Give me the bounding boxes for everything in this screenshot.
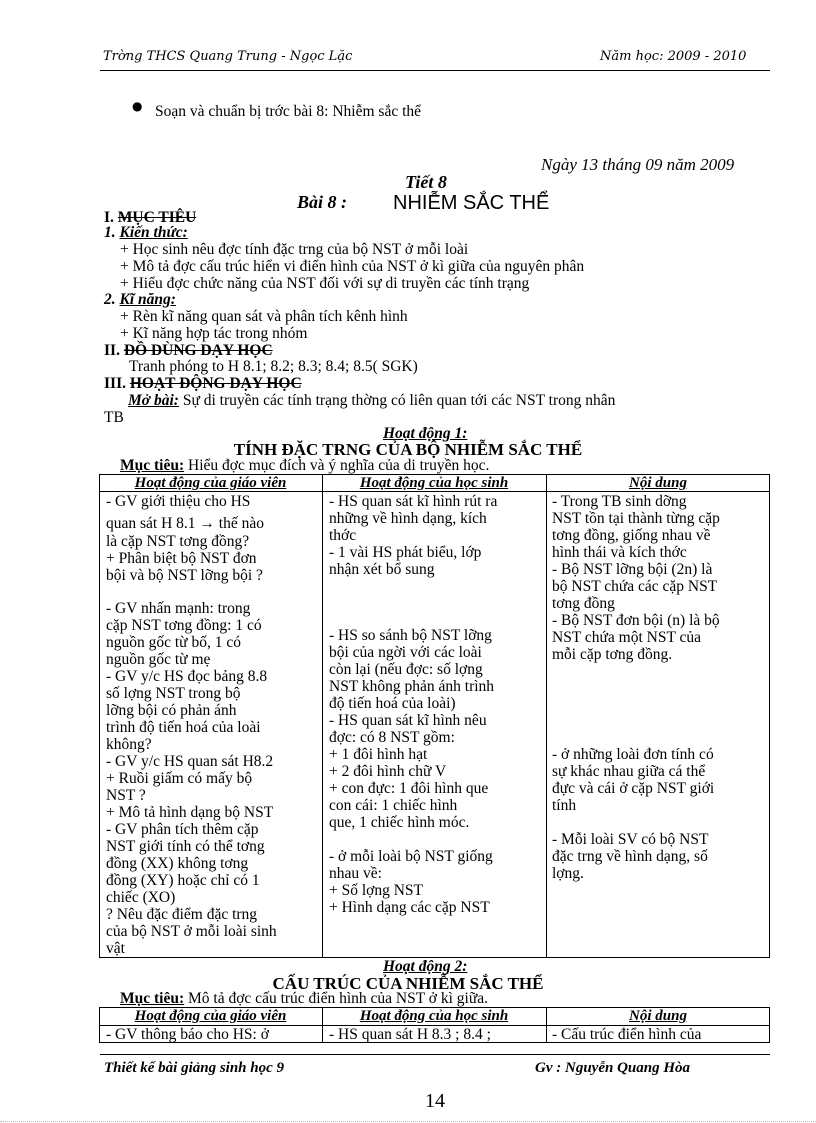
teacher-line: NST giới tính có thể tơng [106, 838, 265, 855]
col-header-teacher: Hoạt động của giáo viên [134, 1008, 287, 1024]
student-line: còn lại (nếu đợc: số lợng [329, 661, 483, 678]
activity2-goal: Mục tiêu: Mô tả đợc cấu trúc điển hình của NST ở kì giữa. [120, 990, 489, 1007]
lesson-number: Tiết 8 [405, 172, 447, 192]
student-line: con cái: 1 chiếc hình [329, 797, 458, 814]
student-line: nhau về: [329, 865, 382, 882]
student-line: + Số lợng NST [329, 882, 424, 899]
teacher-line: + Ruồi giấm có mấy bộ [106, 770, 253, 787]
teacher-line: - GV thông báo cho HS: ở [106, 1026, 269, 1043]
content-line: mỗi cặp tơng đồng. [552, 646, 673, 663]
student-line: những về hình dạng, kích [329, 510, 487, 527]
knowledge-item: + Mô tả đợc cấu trúc hiển vi điển hình của NST ở kì giữa của nguyên phân [120, 258, 585, 275]
activities-heading: III. HOẠT ĐỘNG DẠY HỌC [104, 375, 302, 392]
teacher-line: - GV y/c HS đọc bảng 8.8 [106, 668, 268, 685]
teacher-line: NST ? [106, 787, 146, 804]
intro-line-2: TB [104, 409, 124, 426]
content-line: - Cấu trúc điển hình của [552, 1026, 702, 1043]
materials-text: Tranh phóng to H 8.1; 8.2; 8.3; 8.4; 8.5( SGK) [129, 358, 418, 375]
teacher-line: không? [106, 736, 152, 753]
col-header-content: Nội dung [629, 1008, 687, 1024]
page-number: 14 [425, 1090, 445, 1112]
student-line: - HS quan sát kĩ hình rút ra [329, 493, 498, 510]
activity1-label: Hoạt động 1: [383, 425, 468, 442]
lesson-date: Ngày 13 tháng 09 năm 2009 [541, 155, 735, 174]
teacher-line: nguồn gốc từ mẹ [106, 651, 211, 668]
teacher-line: đồng (XY) hoặc chỉ có 1 [106, 872, 260, 889]
bullet-icon: ● [132, 99, 143, 113]
content-line: bộ NST chứa các cặp NST [552, 578, 718, 595]
bullet-text: Soạn và chuẩn bị trớc bài 8: Nhiễm sắc thể [155, 103, 422, 120]
student-line: - 1 vài HS phát biểu, lớp [329, 544, 482, 561]
content-line: lợng. [552, 865, 584, 882]
student-line: + 1 đôi hình hạt [329, 746, 428, 763]
table-col-rule [322, 474, 323, 958]
student-line: thớc [329, 527, 357, 544]
col-header-content: Nội dung [629, 475, 687, 491]
content-line: tơng đồng, giống nhau về [552, 527, 711, 544]
activity1-goal: Mục tiêu: Hiểu đợc mục đích và ý nghĩa của di truyền học. [120, 457, 490, 474]
activity1-title: TÍNH ĐẶC TRNG CỦA BỘ NHIỄM SẮC THỂ [233, 440, 583, 459]
student-line: bội của ngời với các loài [329, 644, 482, 661]
student-line: đợc: có 8 NST gồm: [329, 729, 455, 746]
teacher-line: + Phân biệt bộ NST đơn [106, 550, 257, 567]
teacher-line: là cặp NST tơng đồng? [106, 533, 250, 550]
teacher-line: vật [106, 940, 125, 957]
content-line: NST chứa một NST của [552, 629, 702, 646]
col-header-student: Hoạt động của học sinh [359, 1008, 509, 1024]
student-line: - HS so sánh bộ NST lỡng [329, 627, 492, 644]
content-line: NST tồn tại thành từng cặp [552, 510, 720, 527]
content-line: đực và cái ở cặp NST giới [552, 780, 715, 797]
header-year: Năm học: 2009 - 2010 [600, 49, 747, 64]
table-col-rule [546, 474, 547, 958]
content-line: - ở những loài đơn tính có [552, 746, 714, 763]
page-edge [0, 1121, 816, 1122]
student-line: + con đực: 1 đôi hình que [329, 780, 489, 797]
content-line: sự khác nhau giữa cá thể [552, 763, 706, 780]
student-line: + 2 đôi hình chữ V [329, 763, 447, 780]
teacher-line: cặp NST tơng đồng: 1 có [106, 617, 262, 634]
skill-item: + Kĩ năng hợp tác trong nhóm [120, 325, 308, 342]
content-line: tính [552, 797, 577, 814]
col-header-student: Hoạt động của học sinh [359, 475, 509, 491]
header-school: Trờng THCS Quang Trung - Ngọc Lặc [103, 49, 353, 64]
materials-heading: II. ĐỒ DÙNG DẠY HỌC [104, 342, 273, 359]
student-line: - ở mỗi loài bộ NST giống [329, 848, 493, 865]
footer-left: Thiết kế bài giảng sinh học 9 [104, 1060, 285, 1076]
content-line: - Bộ NST lỡng bội (2n) là [552, 561, 713, 578]
teacher-line: lỡng bội có phản ánh [106, 702, 237, 719]
teacher-line: của bộ NST ở mỗi loài sinh [106, 923, 277, 940]
teacher-line: ? Nêu đặc điểm đặc trng [106, 906, 258, 923]
teacher-line: trình độ tiến hoá của loài [106, 719, 261, 736]
student-line: + Hình dạng các cặp NST [329, 899, 490, 916]
student-line: - HS quan sát H 8.3 ; 8.4 ; [329, 1026, 491, 1043]
teacher-line: - GV nhấn mạnh: trong [106, 600, 251, 617]
content-line: hình thái và kích thớc [552, 544, 687, 561]
teacher-line: quan sát H 8.1 → thế nào [106, 515, 264, 532]
student-line: que, 1 chiếc hình móc. [329, 814, 470, 831]
teacher-line: chiếc (XO) [106, 889, 176, 906]
objectives-heading: I. MỤC TIÊU [104, 209, 197, 226]
content-line: - Mỗi loài SV có bộ NST [552, 831, 709, 848]
intro-line: Mở bài: Sự di truyền các tính trạng thờng có liên quan tới các NST trong nhân [128, 392, 616, 409]
student-line: - HS quan sát kĩ hình nêu [329, 712, 487, 729]
header-rule [100, 70, 770, 71]
lesson-bai: Bài 8 : [297, 192, 348, 212]
knowledge-item: + Hiểu đợc chức năng của NST đối với sự di truyền các tính trạng [120, 275, 530, 292]
skill-heading: 2. Kĩ năng: [104, 291, 176, 308]
activity2-label: Hoạt động 2: [383, 958, 468, 975]
teacher-line: + Mô tả hình dạng bộ NST [106, 804, 274, 821]
content-line: - Bộ NST đơn bội (n) là bộ [552, 612, 720, 629]
knowledge-item: + Học sinh nêu đợc tính đặc trng của bộ NST ở mỗi loài [120, 241, 469, 258]
content-line: - Trong TB sinh dỡng [552, 493, 687, 510]
teacher-line: - GV phân tích thêm cặp [106, 821, 259, 838]
knowledge-heading: 1. Kiến thức: [104, 224, 188, 241]
content-line: đặc trng về hình dạng, số [552, 848, 708, 865]
activity2-title: CẤU TRÚC CỦA NHIỄM SẮC THỂ [272, 974, 544, 993]
skill-item: + Rèn kĩ năng quan sát và phân tích kênh hình [120, 308, 408, 325]
lesson-title: NHIỄM SẮC THỂ [393, 192, 550, 214]
teacher-line: số lợng NST trong bộ [106, 685, 241, 702]
teacher-line: bội và bộ NST lỡng bội ? [106, 567, 263, 584]
footer-rule [100, 1054, 770, 1055]
teacher-line: đồng (XX) không tơng [106, 855, 249, 872]
teacher-line: nguồn gốc từ bố, 1 có [106, 634, 241, 651]
student-line: NST không phản ánh trình [329, 678, 495, 695]
student-line: độ tiến hoá của loài) [329, 695, 456, 712]
footer-right: Gv : Nguyễn Quang Hòa [535, 1060, 691, 1076]
teacher-line: - GV y/c HS quan sát H8.2 [106, 753, 274, 770]
student-line: nhận xét bổ sung [329, 561, 435, 578]
col-header-teacher: Hoạt động của giáo viên [134, 475, 287, 491]
content-line: tơng đồng [552, 595, 615, 612]
teacher-line: - GV giới thiệu cho HS [106, 493, 251, 510]
